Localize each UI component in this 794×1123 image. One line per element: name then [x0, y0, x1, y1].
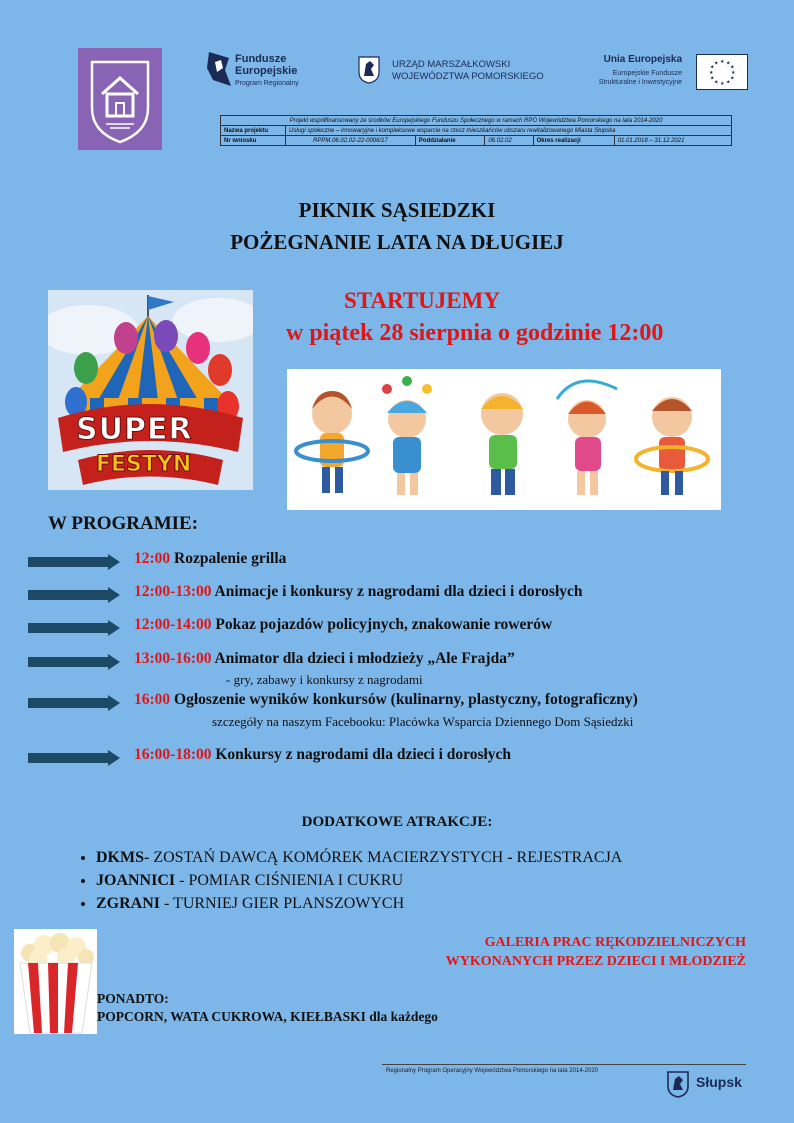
um-line1: URZĄD MARSZAŁKOWSKI	[392, 59, 511, 70]
start-heading: STARTUJEMY	[344, 288, 500, 313]
extra-name: ZGRANI	[96, 895, 161, 912]
extra-name: JOANNICI	[96, 872, 176, 889]
program-time: 12:00-13:00	[134, 583, 212, 600]
svg-text:★: ★	[731, 70, 736, 76]
dom-sasiedzki-logo	[78, 48, 162, 150]
svg-text:★: ★	[730, 75, 735, 82]
project-nr-label: Nr wniosku	[221, 136, 286, 146]
project-info-table	[220, 115, 732, 146]
svg-text:★: ★	[720, 81, 725, 87]
project-note: Projekt współfinansowany ze środków Europejskiego Funduszu Społecznego w ramach RPO Województwa Pomorskiego na lata 2014-2020	[221, 116, 732, 126]
popcorn-image	[14, 929, 97, 1034]
extra-name: DKMS-	[96, 849, 150, 866]
svg-text:★: ★	[714, 60, 719, 67]
program-subtext	[212, 714, 633, 730]
list-item	[96, 846, 622, 869]
program-text: Pokaz pojazdów policyjnych, znakowanie rowerów	[211, 616, 553, 633]
kid-5	[636, 397, 708, 495]
super-festyn-image	[48, 290, 253, 490]
extra-text-2: REJESTRACJA	[512, 849, 623, 866]
festyn-word-festyn: FESTYN	[96, 452, 192, 477]
kid-2	[382, 376, 432, 495]
program-text: Konkursy z nagrodami dla dzieci i dorosłych	[211, 746, 512, 763]
program-time: 16:00-18:00	[134, 746, 212, 763]
svg-text:★: ★	[710, 75, 715, 82]
house-shield-icon	[78, 48, 162, 150]
griffin-crest-icon	[358, 56, 380, 84]
project-name-value: Usługi społeczne – innowacyjne i kompleksowe wsparcie na rzecz mieszkańców obszaru rewitalizowanego Miasta Słupska	[286, 126, 732, 136]
program-time: 16:00	[134, 691, 171, 708]
arrow-right-icon	[28, 620, 120, 636]
ue-line2: Europejskie Fundusze	[612, 70, 682, 77]
gallery-note	[330, 933, 746, 971]
extra-dash: -	[507, 849, 513, 866]
program-text: Animator dla dzieci i młodzieży „Ale Frajda”	[211, 650, 515, 667]
project-sub-value: 06.02.02	[485, 136, 533, 146]
slupsk-crest-icon	[666, 1070, 690, 1098]
ue-line1: Unia Europejska	[603, 54, 682, 65]
svg-text:★: ★	[714, 79, 719, 86]
extras-heading: DODATKOWE ATRAKCJE:	[301, 814, 493, 830]
ponadto-text: POPCORN, WATA CUKROWA, KIEŁBASKI dla każdego	[97, 1009, 438, 1024]
svg-text:★: ★	[720, 59, 725, 65]
ponadto-heading: PONADTO:	[97, 991, 169, 1006]
fe-star-icon	[205, 50, 233, 90]
urzad-marszalkowski-logo	[358, 56, 558, 86]
festyn-word-super: SUPER	[76, 412, 193, 447]
program-subtext: - gry, zabawy i konkursy z nagrodami	[226, 672, 423, 687]
kid-1	[296, 391, 368, 493]
project-nr-value: RPPM.06.02.02-22-0006/17	[286, 136, 416, 146]
event-title-line1: PIKNIK SĄSIEDZKI	[298, 198, 496, 222]
program-text: Animacje i konkursy z nagrodami dla dzieci i dorosłych	[211, 583, 583, 600]
program-time: 12:00-14:00	[134, 616, 212, 633]
arrow-right-icon	[28, 750, 120, 766]
ue-line3: Strukturalne i Inwestycyjne	[598, 79, 682, 86]
gallery-line1: GALERIA PRAC RĘKODZIELNICZYCH	[484, 935, 746, 950]
fundusze-europejskie-logo	[205, 48, 325, 92]
slupsk-logo	[666, 1068, 748, 1100]
facebook-page-name: Placówka Wsparcia Dziennego Dom Sąsiedzki	[388, 714, 634, 729]
program-text: Ogłoszenie wyników konkursów (kulinarny, plastyczny, fotograficzny)	[170, 691, 638, 708]
arrow-right-icon	[28, 587, 120, 603]
arrow-right-icon	[28, 554, 120, 570]
footer-divider	[382, 1064, 746, 1065]
extra-text: ZOSTAŃ DAWCĄ KOMÓREK MACIERZYSTYCH	[149, 849, 508, 866]
eu-flag-icon	[696, 54, 748, 90]
ponadto-section	[97, 990, 438, 1026]
start-date: w piątek 28 sierpnia o godzinie 12:00	[286, 320, 664, 346]
list-item	[96, 892, 622, 915]
extra-text: - POMIAR CIŚNIENIA I CUKRU	[175, 872, 404, 889]
extras-list	[56, 846, 622, 915]
svg-text:★: ★	[730, 64, 735, 71]
svg-text:★: ★	[726, 79, 731, 86]
project-period-label: Okres realizacji	[533, 136, 614, 146]
um-line2: WOJEWÓDZTWA POMORSKIEGO	[392, 71, 544, 82]
kid-4	[557, 381, 617, 495]
fe-line1: Fundusze	[235, 53, 287, 65]
extra-text: - TURNIEJ GIER PLANSZOWYCH	[160, 895, 405, 912]
svg-text:★: ★	[726, 60, 731, 67]
svg-text:★: ★	[710, 64, 715, 71]
project-period-value: 01.01.2018 – 31.12.2021	[614, 136, 731, 146]
project-sub-label: Poddziałanie	[415, 136, 484, 146]
kid-3	[481, 393, 523, 495]
list-item	[96, 869, 622, 892]
fe-line3: Program Regionalny	[235, 80, 299, 87]
arrow-right-icon	[28, 695, 120, 711]
gallery-line2: WYKONANYCH PRZEZ DZIECI I MŁODZIEŻ	[445, 954, 746, 969]
facebook-prefix: szczegóły na naszym Facebooku:	[212, 714, 389, 729]
fe-line2: Europejskie	[235, 65, 298, 77]
footer-rpo-text: Regionalny Program Operacyjny Województwa Pomorskiego na lata 2014-2020	[386, 1068, 599, 1074]
event-title-line2: POŻEGNANIE LATA NA DŁUGIEJ	[230, 230, 564, 254]
program-text: Rozpalenie grilla	[170, 550, 287, 567]
arrow-right-icon	[28, 654, 120, 670]
slupsk-name: Słupsk	[696, 1074, 742, 1090]
svg-text:★: ★	[709, 70, 714, 76]
program-heading: W PROGRAMIE:	[48, 513, 199, 534]
kids-playing-image	[287, 369, 721, 510]
project-name-label: Nazwa projektu	[221, 126, 286, 136]
program-time: 13:00-16:00	[134, 650, 212, 667]
unia-europejska-logo	[588, 54, 748, 90]
program-time: 12:00	[134, 550, 171, 567]
